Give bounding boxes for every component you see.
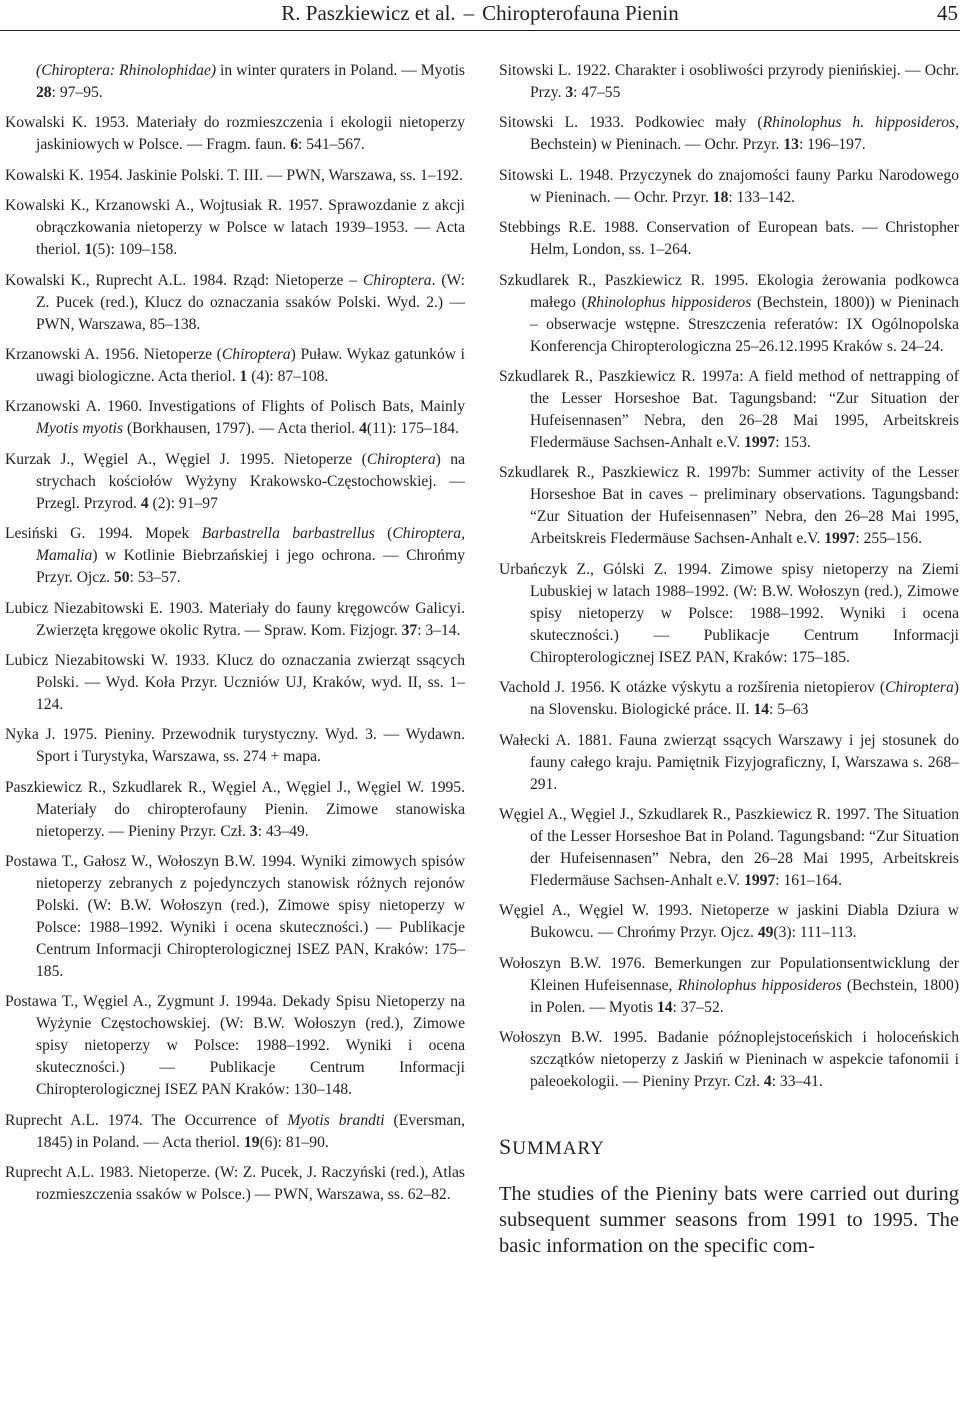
reference-entry: Paszkiewicz R., Szkudlarek R., Węgiel A., Węgiel J., Węgiel W. 1995. Materiały do chiropterofauny Pienin. Zimowe stanowiska nietoperzy. — Pieniny Przyr. Czł. 3: 43–49. <box>5 778 465 840</box>
reference-entry: Szkudlarek R., Paszkiewicz R. 1997b: Summer activity of the Lesser Horseshoe Bat in caves – preliminary observations. Tagungsband: “Zur Situation der Hufeisennasen” Nebra, den 26–28 Mai 1995, Arbeitskreis Fledermäuse Sachsen-Anhalt e.V. 1997: 255–156. <box>499 464 959 548</box>
reference-entry: (Chiroptera: Rhinolophidae) in winter quraters in Poland. — Myotis 28: 97–95. <box>36 62 466 101</box>
reference-entry: Wałecki A. 1881. Fauna zwierząt ssących Warszawy i jej stosunek do fauny całego kraju. Pamiętnik Fizyjograficzny, I, Warszawa s. 268–291. <box>499 731 959 793</box>
reference-entry: Kowalski K. 1954. Jaskinie Polski. T. III. — PWN, Warszawa, ss. 1–192. <box>5 166 463 184</box>
summary-heading-initial: S <box>499 1134 513 1160</box>
reference-entry: Stebbings R.E. 1988. Conservation of European bats. — Christopher Helm, London, ss. 1–264. <box>499 219 959 259</box>
reference-entry: Sitowski L. 1922. Charakter i osobliwości przyrody pienińskiej. — Ochr. Przy. 3: 47–55 <box>499 62 959 101</box>
reference-entry: Szkudlarek R., Paszkiewicz R. 1995. Ekologia żerowania podkowca małego (Rhinolophus hipposideros (Bechstein, 1800)) w Pieninach – obserwacje wstępne. Streszczenia referatów: IX Ogólnopolska Konferencja Chiropterologiczna 25–26.12.1995 Kraków s. 24–24. <box>499 271 959 355</box>
reference-entry: Ruprecht A.L. 1983. Nietoperze. (W: Z. Pucek, J. Raczyński (red.), Atlas rozmieszczenia ssaków w Polsce.) — PWN, Warszawa, ss. 62–82. <box>5 1164 465 1204</box>
reference-entry: Ruprecht A.L. 1974. The Occurrence of Myotis brandti (Eversman, 1845) in Poland. — Acta theriol. 19(6): 81–90. <box>5 1111 465 1151</box>
summary-heading-rest: UMMARY <box>512 1138 605 1160</box>
page-number: 45 <box>937 1 958 25</box>
reference-entry: Postawa T., Węgiel A., Zygmunt J. 1994a. Dekady Spisu Nietoperzy na Wyżynie Częstochowskiej. (W: B.W. Wołoszyn (red.), Zimowe spisy nietoperzy w Polsce: 1988–1992. Wyniki i ocena skuteczności.) — Publikacje Centrum Informacji Chiropterologicznej ISEZ PAN Kraków: 130–148. <box>5 993 465 1099</box>
reference-entry: Wołoszyn B.W. 1976. Bemerkungen zur Populationsentwicklung der Kleinen Hufeisennase, Rhinolophus hipposideros (Bechstein, 1800) in Polen. — Myotis 14: 37–52. <box>499 954 960 1016</box>
reference-entry: Węgiel A., Węgiel J., Szkudlarek R., Paszkiewicz R. 1997. The Situation of the Lesser Horseshoe Bat in Poland. Tagungsband: “Zur Situation der Hufeisennasen” Nebra, den 26–28 Mai 1995, Arbeitskreis Fledermäuse Sachsen-Anhalt e.V. 1997: 161–164. <box>499 805 959 889</box>
reference-entry: Węgiel A., Węgiel W. 1993. Nietoperze w jaskini Diabla Dziura w Bukowcu. — Chrońmy Przyr. Ojcz. 49(3): 111–113. <box>499 902 959 942</box>
reference-entry: Kowalski K., Ruprecht A.L. 1984. Rząd: Nietoperze – Chiroptera. (W: Z. Pucek (red.), Klucz do oznaczania ssaków Polski. Wyd. 2.) — PWN, Warszawa, 85–138. <box>5 271 465 333</box>
reference-entry: Lubicz Niezabitowski W. 1933. Klucz do oznaczania zwierząt ssących Polski. — Wyd. Koła Przyr. Uczniów UJ, Kraków, wyd. II, ss. 1–124. <box>5 651 465 713</box>
reference-entry: Lubicz Niezabitowski E. 1903. Materiały do fauny kręgowców Galicyi. Zwierzęta kręgowe okolic Rytra. — Spraw. Kom. Fizjogr. 37: 3–14. <box>5 599 465 639</box>
running-title <box>270 0 690 26</box>
reference-entry: Wołoszyn B.W. 1995. Badanie późnoplejstoceńskich i holoceńskich szczątków nietoperzy z Jaskiń w Pieninach w aspekcie tafonomii i paleoekologii. — Pieniny Przyr. Czł. 4: 33–41. <box>499 1029 959 1091</box>
summary-text: The studies of the Pieniny bats were carried out during subsequent summer seasons from 1991 to 1995. The basic information on the specific com- <box>499 1183 959 1258</box>
reference-entry: Krzanowski A. 1960. Investigations of Flights of Polisch Bats, Mainly Myotis myotis (Borkhausen, 1797). — Acta theriol. 4(11): 175–184. <box>5 398 465 438</box>
reference-entry: Kowalski K. 1953. Materiały do rozmieszczenia i ekologii nietoperzy jaskiniowych w Polsce. — Fragm. faun. 6: 541–567. <box>5 114 465 154</box>
reference-entry: Sitowski L. 1948. Przyczynek do znajomości fauny Parku Narodowego w Pieninach. — Ochr. Przyr. 18: 133–142. <box>499 166 959 206</box>
reference-entry: Lesiński G. 1994. Mopek Barbastrella barbastrellus (Chiroptera, Mamalia) w Kotlinie Biebrzańskiej i jego ochrona. — Chrońmy Przyr. Ojcz. 50: 53–57. <box>5 525 466 587</box>
reference-column-right <box>499 60 959 1259</box>
summary-heading <box>499 1135 959 1161</box>
reference-entry: Krzanowski A. 1956. Nietoperze (Chiroptera) Puław. Wykaz gatunków i uwagi biologiczne. Acta theriol. 1 (4): 87–108. <box>5 345 465 385</box>
reference-entry: Urbańczyk Z., Gólski Z. 1994. Zimowe spisy nietoperzy na Ziemi Lubuskiej w latach 1988–1992. (W: B.W. Wołoszyn (red.), Zimowe spisy nietoperzy w Polsce: 1988–1992. Wyniki i ocena skuteczności.) — Publikacje Centrum Informacji Chiropterologicznej ISEZ PAN, Kraków: 175–185. <box>499 560 959 666</box>
reference-entry: Nyka J. 1975. Pieniny. Przewodnik turystyczny. Wyd. 3. — Wydawn. Sport i Turystyka, Warszawa, ss. 274 + mapa. <box>5 726 465 766</box>
running-head-title: Chiropterofauna Pienin <box>482 1 679 25</box>
reference-entry: Kurzak J., Węgiel A., Węgiel J. 1995. Nietoperze (Chiroptera) na strychach kościołów Wyżyny Krakowsko-Częstochowskiej. — Przegl. Przyrod. 4 (2): 91–97 <box>5 450 466 512</box>
reference-list-right <box>499 60 959 1093</box>
reference-entry: Szkudlarek R., Paszkiewicz R. 1997a: A field method of nettrapping of the Lesser Horseshoe Bat. Tagungsband: “Zur Situation der Hufeisennasen” Nebra, den 26–28 Mai 1995, Arbeitskreis Fledermäuse Sachsen-Anhalt e.V. 1997: 153. <box>499 367 959 451</box>
running-head <box>0 0 960 31</box>
reference-entry: Postawa T., Gałosz W., Wołoszyn B.W. 1994. Wyniki zimowych spisów nietoperzy zebranych z pojedynczych stanowisk różnych rejonów Polski. (W: B.W. Wołoszyn (red.), Zimowe spisy nietoperzy w Polsce: 1988–1992. Wyniki i ocena skuteczności.) — Publikacje Centrum Informacji Chiropterologicznej ISEZ PAN, Kraków: 175–185. <box>5 853 465 981</box>
reference-column-left <box>5 60 465 1215</box>
reference-entry: Kowalski K., Krzanowski A., Wojtusiak R. 1957. Sprawozdanie z akcji obrączkowania nietoperzy w Polsce w latach 1939–1953. — Acta theriol. 1(5): 109–158. <box>5 197 465 259</box>
running-head-dash: – <box>463 1 475 25</box>
running-head-authors: R. Paszkiewicz et al. <box>281 1 456 25</box>
reference-entry: Sitowski L. 1933. Podkowiec mały (Rhinolophus h. hipposideros, Bechstein) w Pieninach. — Ochr. Przyr. 13: 196–197. <box>499 114 959 154</box>
reference-entry: Vachold J. 1956. K otázke výskytu a rozšírenia nietopierov (Chiroptera) na Slovensku. Biologické práce. II. 14: 5–63 <box>499 679 959 719</box>
